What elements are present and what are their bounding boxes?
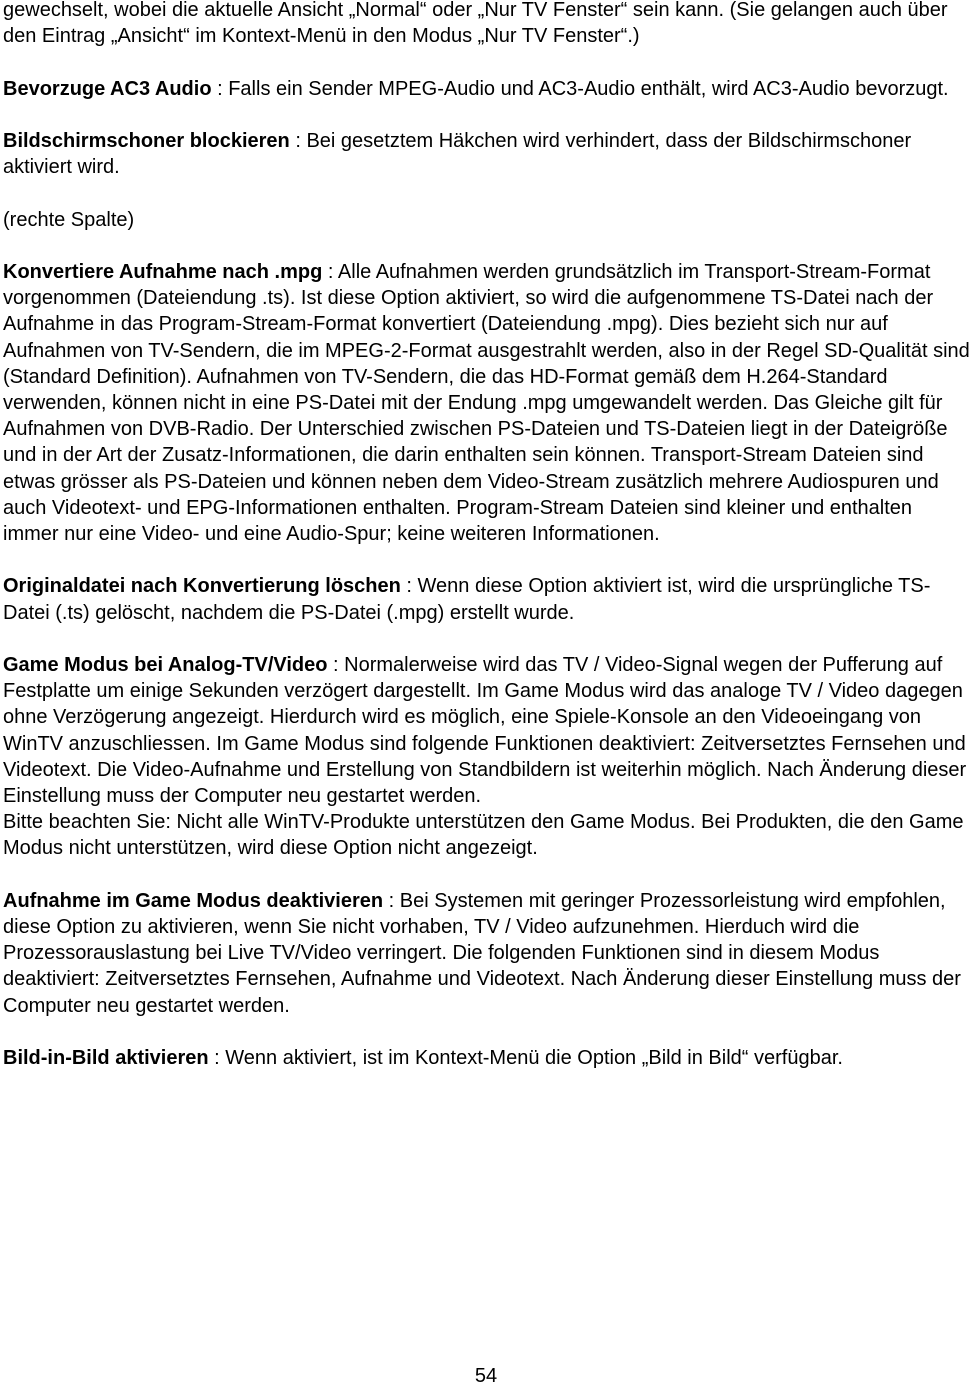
option-term: Konvertiere Aufnahme nach .mpg [3,260,323,283]
paragraph-text: (rechte Spalte) [3,208,135,231]
term-separator: : [289,129,307,152]
option-term: Bild-in-Bild aktivieren [3,1047,209,1069]
term-separator: : [400,575,418,598]
option-term: Bevorzuge AC3 Audio [3,77,212,100]
paragraph-convert-recording-mpg [3,259,971,547]
paragraph-game-mode-analog [3,652,971,862]
paragraph-note: Bitte beachten Sie: Nicht alle WinTV-Produkte unterstützen den Game Modus. Bei Produkten, die den Game Modus nicht unterstützen, wird diese Option nicht angezeigt. [3,811,964,860]
term-separator: : [327,653,345,676]
paragraph-text: Normalerweise wird das TV / Video-Signal wegen der Pufferung auf Festplatte um einige Sekunden verzögert dargestellt. Im Game Modus wird das analoge TV / Video dagegen ohne Verzögerung angezeigt. Hierdurch wird es möglich, eine Spiele-Konsole an den Videoeingang von WinTV anzuschliessen. Im Game Modus sind folgende Funktionen deaktiviert: Zeitversetztes Fernsehen und Videotext. Die Video-Aufnahme und Erstellung von Standbildern ist weiterhin möglich. Nach Änderung dieser Einstellung muss der Computer neu gestartet werden. [3,653,967,807]
paragraph-text: Bei Systemen mit geringer Prozessorleistung wird empfohlen, diese Option zu aktivieren, wenn Sie nicht vorhaben, TV / Video aufzunehmen. Hierduch wird die Prozessorauslastung bei Live TV/Video verringert. Die folgenden Funktionen sind in diesem Modus deaktiviert: Zeitversetztes Fernsehen, Aufnahme und Videotext. Nach Änderung dieser Einstellung muss der Computer neu gestartet werden. [3,889,961,1017]
paragraph-picture-in-picture [3,1045,971,1071]
document-page [3,0,971,1097]
option-term: Aufnahme im Game Modus deaktivieren [3,889,384,912]
paragraph-view-mode-continuation [3,0,971,49]
paragraph-disable-recording-game-mode [3,888,971,1019]
term-separator: : [208,1047,226,1069]
paragraph-text: gewechselt, wobei die aktuelle Ansicht „Normal“ oder „Nur TV Fenster“ sein kann. (Sie gelangen auch über den Eintrag „Ansicht“ im Kontext-Menü in den Modus „Nur TV Fenster“.) [3,0,948,48]
term-separator: : [211,77,229,100]
page-number: 54 [474,1365,498,1387]
paragraph-text: Wenn aktiviert, ist im Kontext-Menü die Option „Bild in Bild“ verfügbar. [225,1047,843,1069]
paragraph-text: Alle Aufnahmen werden grundsätzlich im Transport-Stream-Format vorgenommen (Dateiendung .ts). Ist diese Option aktiviert, so wird die aufgenommene TS-Datei nach der Aufnahme in das Program-Stream-Format konvertiert (Dateiendung .mpg). Dies bezieht sich nur auf Aufnahmen von TV-Sendern, die im MPEG-2-Format ausgestrahlt werden, also in der Regel SD-Qualität sind (Standard Definition). Aufnahmen von TV-Sendern, die das HD-Format gemäß dem H.264-Standard verwenden, können nicht in eine PS-Datei mit der Endung .mpg umgewandelt werden. Das Gleiche gilt für Aufnahmen von DVB-Radio. Der Unterschied zwischen PS-Dateien und TS-Dateien liegt in der Dateigröße und in der Art der Zusatz-Informationen, die darin enthalten sein können. Transport-Stream Dateien sind etwas grösser als PS-Dateien und können neben dem Video-Stream zusätzlich mehrere Audiospuren und auch Videotext- und EPG-Informationen enthalten. Program-Stream Dateien sind kleiner und enthalten immer nur eine Video- und eine Audio-Spur; keine weiteren Informationen. [3,260,970,545]
term-separator: : [383,889,400,912]
paragraph-text: Falls ein Sender MPEG-Audio und AC3-Audio enthält, wird AC3-Audio bevorzugt. [228,77,949,100]
paragraph-right-column-note [3,207,971,233]
option-term: Bildschirmschoner blockieren [3,129,290,152]
paragraph-delete-original-file [3,573,971,625]
option-term: Game Modus bei Analog-TV/Video [3,653,328,676]
paragraph-block-screensaver [3,128,971,180]
option-term: Originaldatei nach Konvertierung löschen [3,575,401,598]
term-separator: : [322,260,338,283]
paragraph-text: Bei gesetztem Häkchen wird verhindert, dass der Bildschirmschoner aktiviert wird. [3,129,912,179]
paragraph-text: Wenn diese Option aktiviert ist, wird die ursprüngliche TS-Datei (.ts) gelöscht, nachdem die PS-Datei (.mpg) erstellt wurde. [3,575,931,624]
paragraph-prefer-ac3-audio [3,76,971,102]
